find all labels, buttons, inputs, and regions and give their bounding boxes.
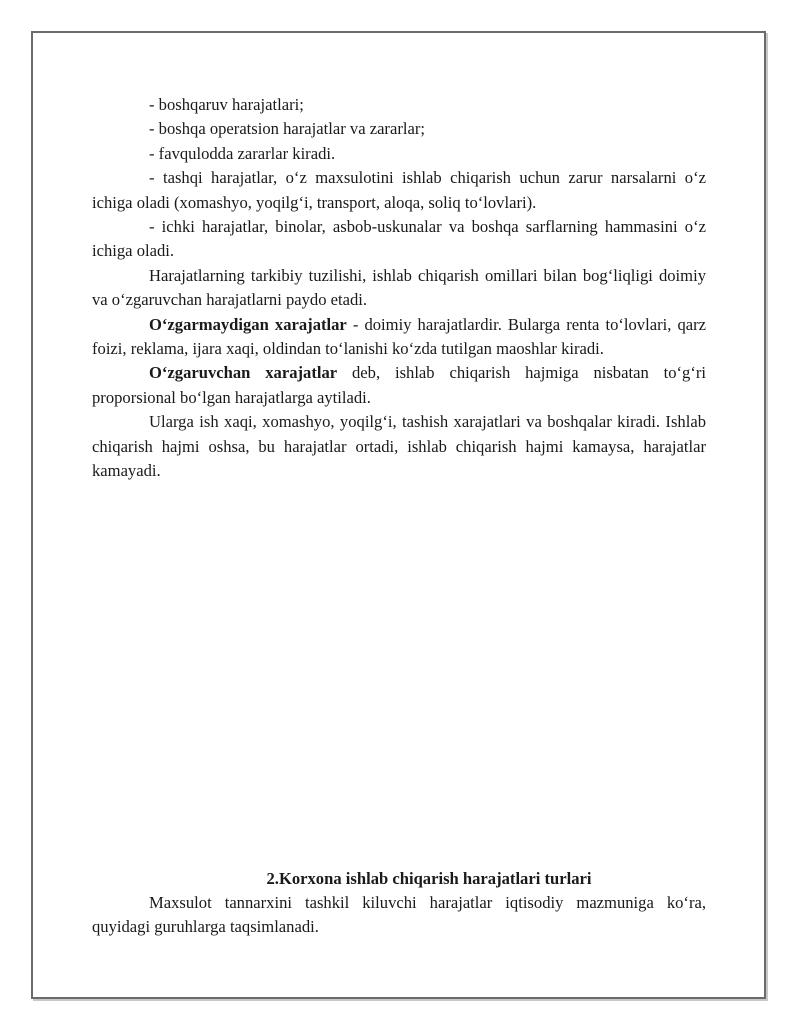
section-heading: 2.Korxona ishlab chiqarish harajatlari turlari [266, 869, 592, 888]
paragraph-variable-costs [92, 361, 706, 410]
paragraph-cost-structure: Harajatlarning tarkibiy tuzilishi, ishlab chiqarish omillari bilan bog‘liqligi doimiy va o‘zgaruvchan harajatlarni paydo etadi. [92, 265, 706, 310]
list-item-management-costs: - boshqaruv harajatlari; [149, 95, 304, 114]
paragraph-variable-examples: Ularga ish xaqi, xomashyo, yoqilg‘i, tashish xarajatlari va boshqalar kiradi. Ishlab chiqarish hajmi oshsa, bu harajatlar ortadi, ishlab chiqarish hajmi kamaysa, harajatlar kamayadi. [92, 412, 706, 481]
term-fixed-costs: O‘zgarmaydigan xarajatlar [149, 314, 347, 334]
paragraph-cost-groups: Maxsulot tannarxini tashkil kiluvchi harajatlar iqtisodiy mazmuniga ko‘ra, quyidagi guruhlarga taqsimlanadi. [92, 893, 706, 937]
paragraph-internal-costs: - ichki harajatlar, binolar, asbob-uskunalar va boshqa sarflarning hammasini o‘z ichiga oladi. [92, 217, 706, 261]
definition-fixed-costs: - doimiy harajatlardir. Bularga renta to‘lovlari, qarz foizi, reklama, ijara xaqi, oldindan to‘lanishi ko‘zda tutilgan maoshlar kiradi. [92, 314, 706, 359]
term-variable-costs: O‘zgaruvchan xarajatlar [149, 363, 338, 383]
list-item-operating-costs: - boshqa operatsion harajatlar va zararlar; [149, 119, 425, 139]
definition-variable-costs: deb, ishlab chiqarish hajmiga nisbatan to‘g‘ri proporsional bo‘lgan harajatlarga aytiladi. [92, 363, 706, 407]
document-body [92, 93, 706, 484]
list-item-emergency-losses: - favqulodda zararlar kiradi. [149, 143, 336, 163]
paragraph-fixed-costs [92, 313, 706, 362]
paragraph-external-costs: - tashqi harajatlar, o‘z maxsulotini ishlab chiqarish uchun zarur narsalarni o‘z ichiga oladi (xomashyo, yoqilg‘i, transport, aloqa, soliq to‘lovlari). [92, 168, 706, 212]
section-body [92, 891, 706, 940]
